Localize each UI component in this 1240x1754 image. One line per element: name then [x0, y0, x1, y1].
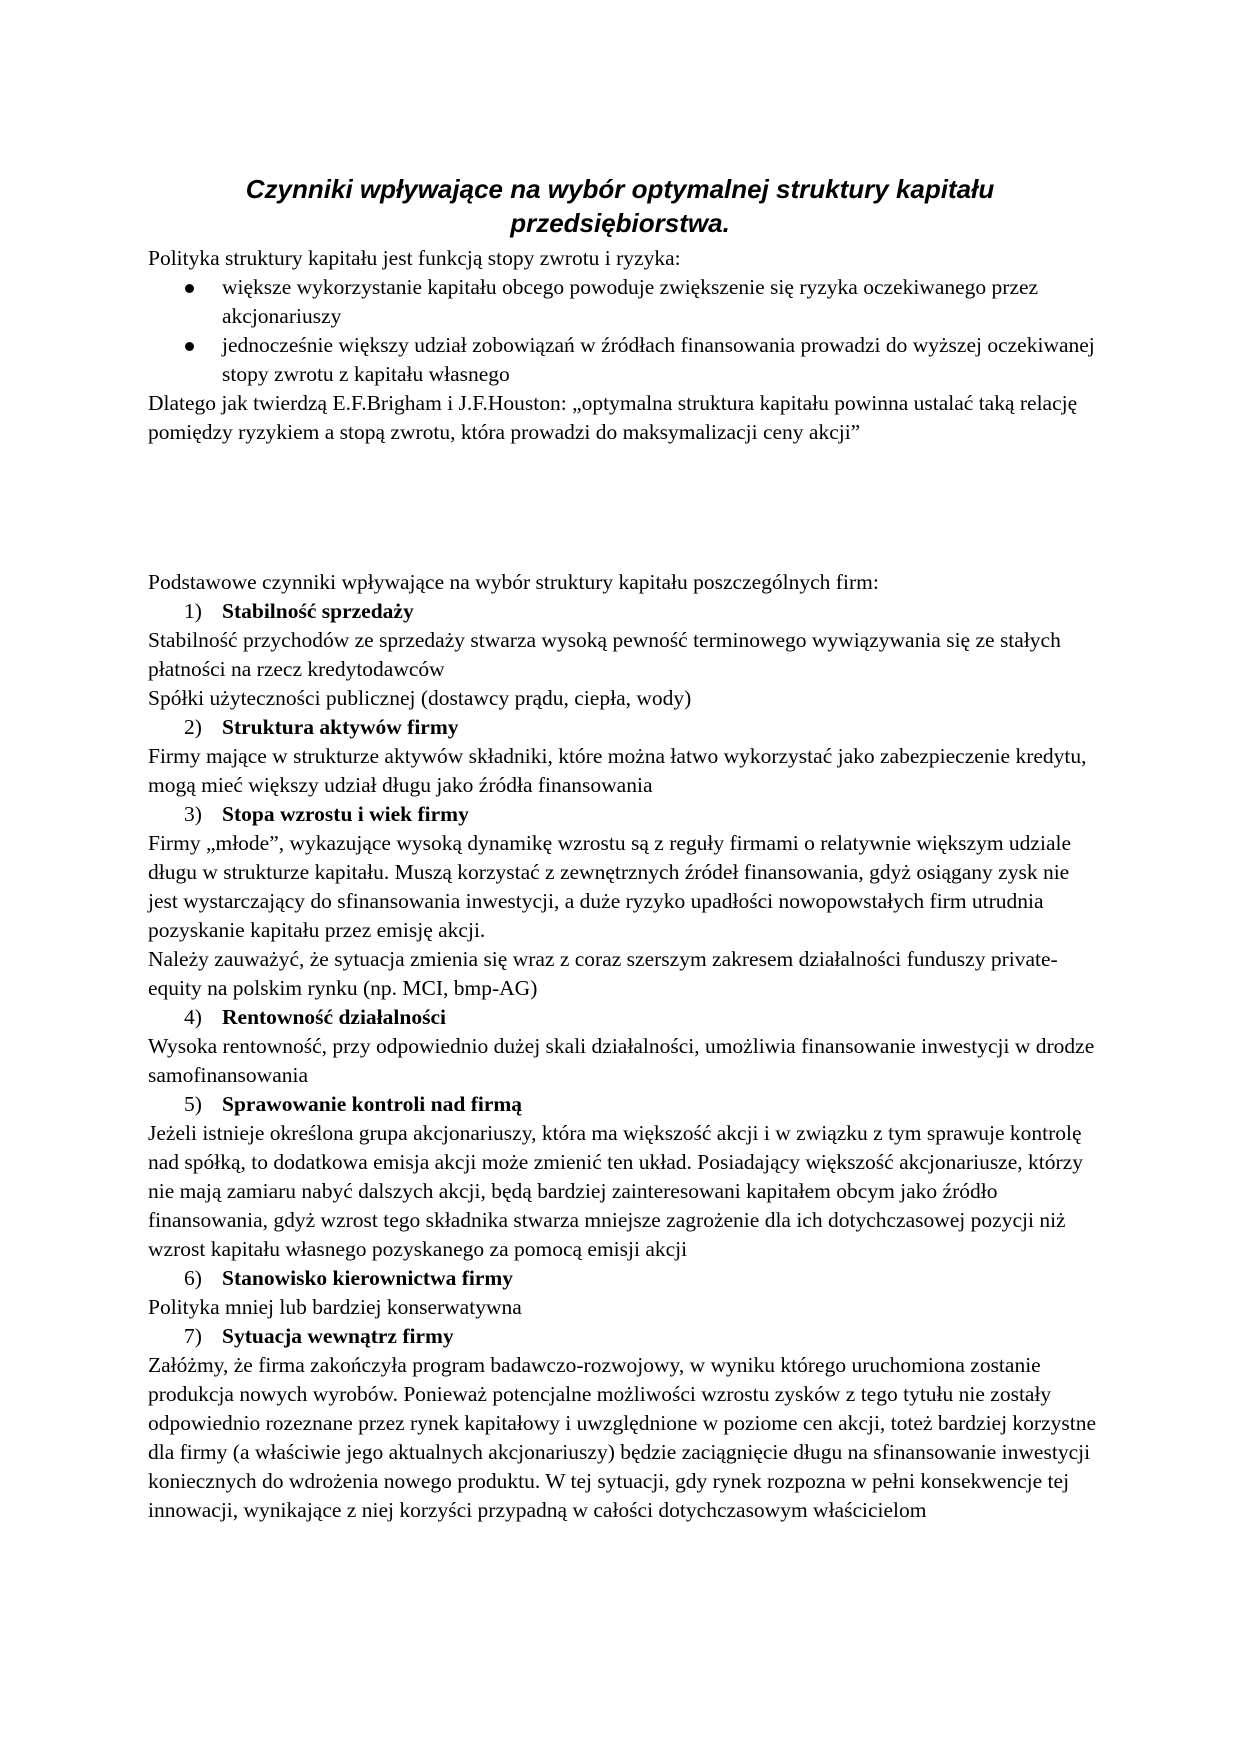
bullet-icon	[185, 342, 194, 351]
bullet-item: jednocześnie większy udział zobowiązań w źródłach finansowania prowadzi do wyższej oczekiwanej stopy zwrotu z kapitału własnego	[222, 331, 1098, 389]
intro-section	[148, 244, 1098, 447]
factor-text: Należy zauważyć, że sytuacja zmienia się wraz z coraz szerszym zakresem działalności funduszy private-equity na polskim rynku (np. MCI, bmp-AG)	[148, 947, 1058, 1000]
factor-text: Firmy mające w strukturze aktywów składniki, które można łatwo wykorzystać jako zabezpieczenie kredytu, mogą mieć większy udział długu jako źródła finansowania	[148, 744, 1087, 797]
factor-heading-4: 4) Rentowność działalności	[184, 1005, 446, 1029]
factor-heading-3: 3) Stopa wzrostu i wiek firmy	[184, 802, 469, 826]
factor-text: Jeżeli istnieje określona grupa akcjonariuszy, która ma większość akcji i w związku z tym sprawuje kontrolę nad spółką, to dodatkowa emisja akcji może zmienić ten układ. Posiadający większość akcjonariusze, którzy nie mają zamiaru nabyć dalszych akcji, będą bardziej zainteresowani kapitałem obcym jako źródło finansowania, gdyż wzrost tego składnika stwarza mniejsze zagrożenie dla ich dotychczasowej pozycji niż wzrost kapitału własnego pozyskanego za pomocą emisji akcji	[148, 1121, 1083, 1261]
intro-quote: Dlatego jak twierdzą E.F.Brigham i J.F.Houston: „optymalna struktura kapitału powinna ustalać taką relację pomiędzy ryzykiem a stopą zwrotu, która prowadzi do maksymalizacji ceny akcji”	[148, 391, 1078, 444]
factor-heading-5: 5) Sprawowanie kontroli nad firmą	[184, 1092, 523, 1116]
factor-text: Załóżmy, że firma zakończyła program badawczo-rozwojowy, w wyniku którego uruchomiona zostanie produkcja nowych wyrobów. Ponieważ potencjalne możliwości wzrostu zysków z tego tytułu nie zostały odpowiednio rozeznane przez rynek kapitałowy i uwzględnione w poziome cen akcji, toteż bardziej korzystne dla firmy (a właściwie jego aktualnych akcjonariuszy) będzie zaciągnięcie długu na sfinansowanie inwestycji koniecznych do wdrożenia nowego produktu. W tej sytuacji, gdy rynek rozpozna w pełni konsekwencje tej innowacji, wynikające z niej korzyści przypadną w całości dotychczasowym właścicielom	[148, 1353, 1097, 1522]
factor-text: Polityka mniej lub bardziej konserwatywna	[148, 1295, 522, 1319]
intro-bullet-list	[148, 273, 1098, 389]
factors-section	[148, 568, 1098, 1525]
document-title: Czynniki wpływające na wybór optymalnej struktury kapitału przedsiębiorstwa.	[245, 174, 995, 238]
factor-heading-1: 1) Stabilność sprzedaży	[184, 599, 414, 623]
factor-heading-7: 7) Sytuacja wewnątrz firmy	[184, 1324, 454, 1348]
factor-heading-6: 6) Stanowisko kierownictwa firmy	[184, 1266, 514, 1290]
intro-lead: Polityka struktury kapitału jest funkcją stopy zwrotu i ryzyka:	[148, 246, 681, 270]
factors-lead: Podstawowe czynniki wpływające na wybór struktury kapitału poszczególnych firm:	[148, 570, 879, 594]
factor-text: Wysoka rentowność, przy odpowiednio dużej skali działalności, umożliwia finansowanie inwestycji w drodze samofinansowania	[148, 1034, 1095, 1087]
bullet-item: większe wykorzystanie kapitału obcego powoduje zwiększenie się ryzyka oczekiwanego przez akcjonariuszy	[222, 273, 1098, 331]
bullet-icon	[185, 284, 194, 293]
factor-text: Stabilność przychodów ze sprzedaży stwarza wysoką pewność terminowego wywiązywania się ze stałych płatności na rzecz kredytodawców	[148, 628, 1061, 681]
factor-text: Spółki użyteczności publicznej (dostawcy prądu, ciepła, wody)	[148, 686, 692, 710]
factor-text: Firmy „młode”, wykazujące wysoką dynamikę wzrostu są z reguły firmami o relatywnie większym udziale długu w strukturze kapitału. Muszą korzystać z zewnętrznych źródeł finansowania, gdyż osiągany zysk nie jest wystarczający do sfinansowania inwestycji, a duże ryzyko upadłości nowopowstałych firm utrudnia pozyskanie kapitału przez emisję akcji.	[148, 831, 1072, 942]
factor-heading-2: 2) Struktura aktywów firmy	[184, 715, 459, 739]
